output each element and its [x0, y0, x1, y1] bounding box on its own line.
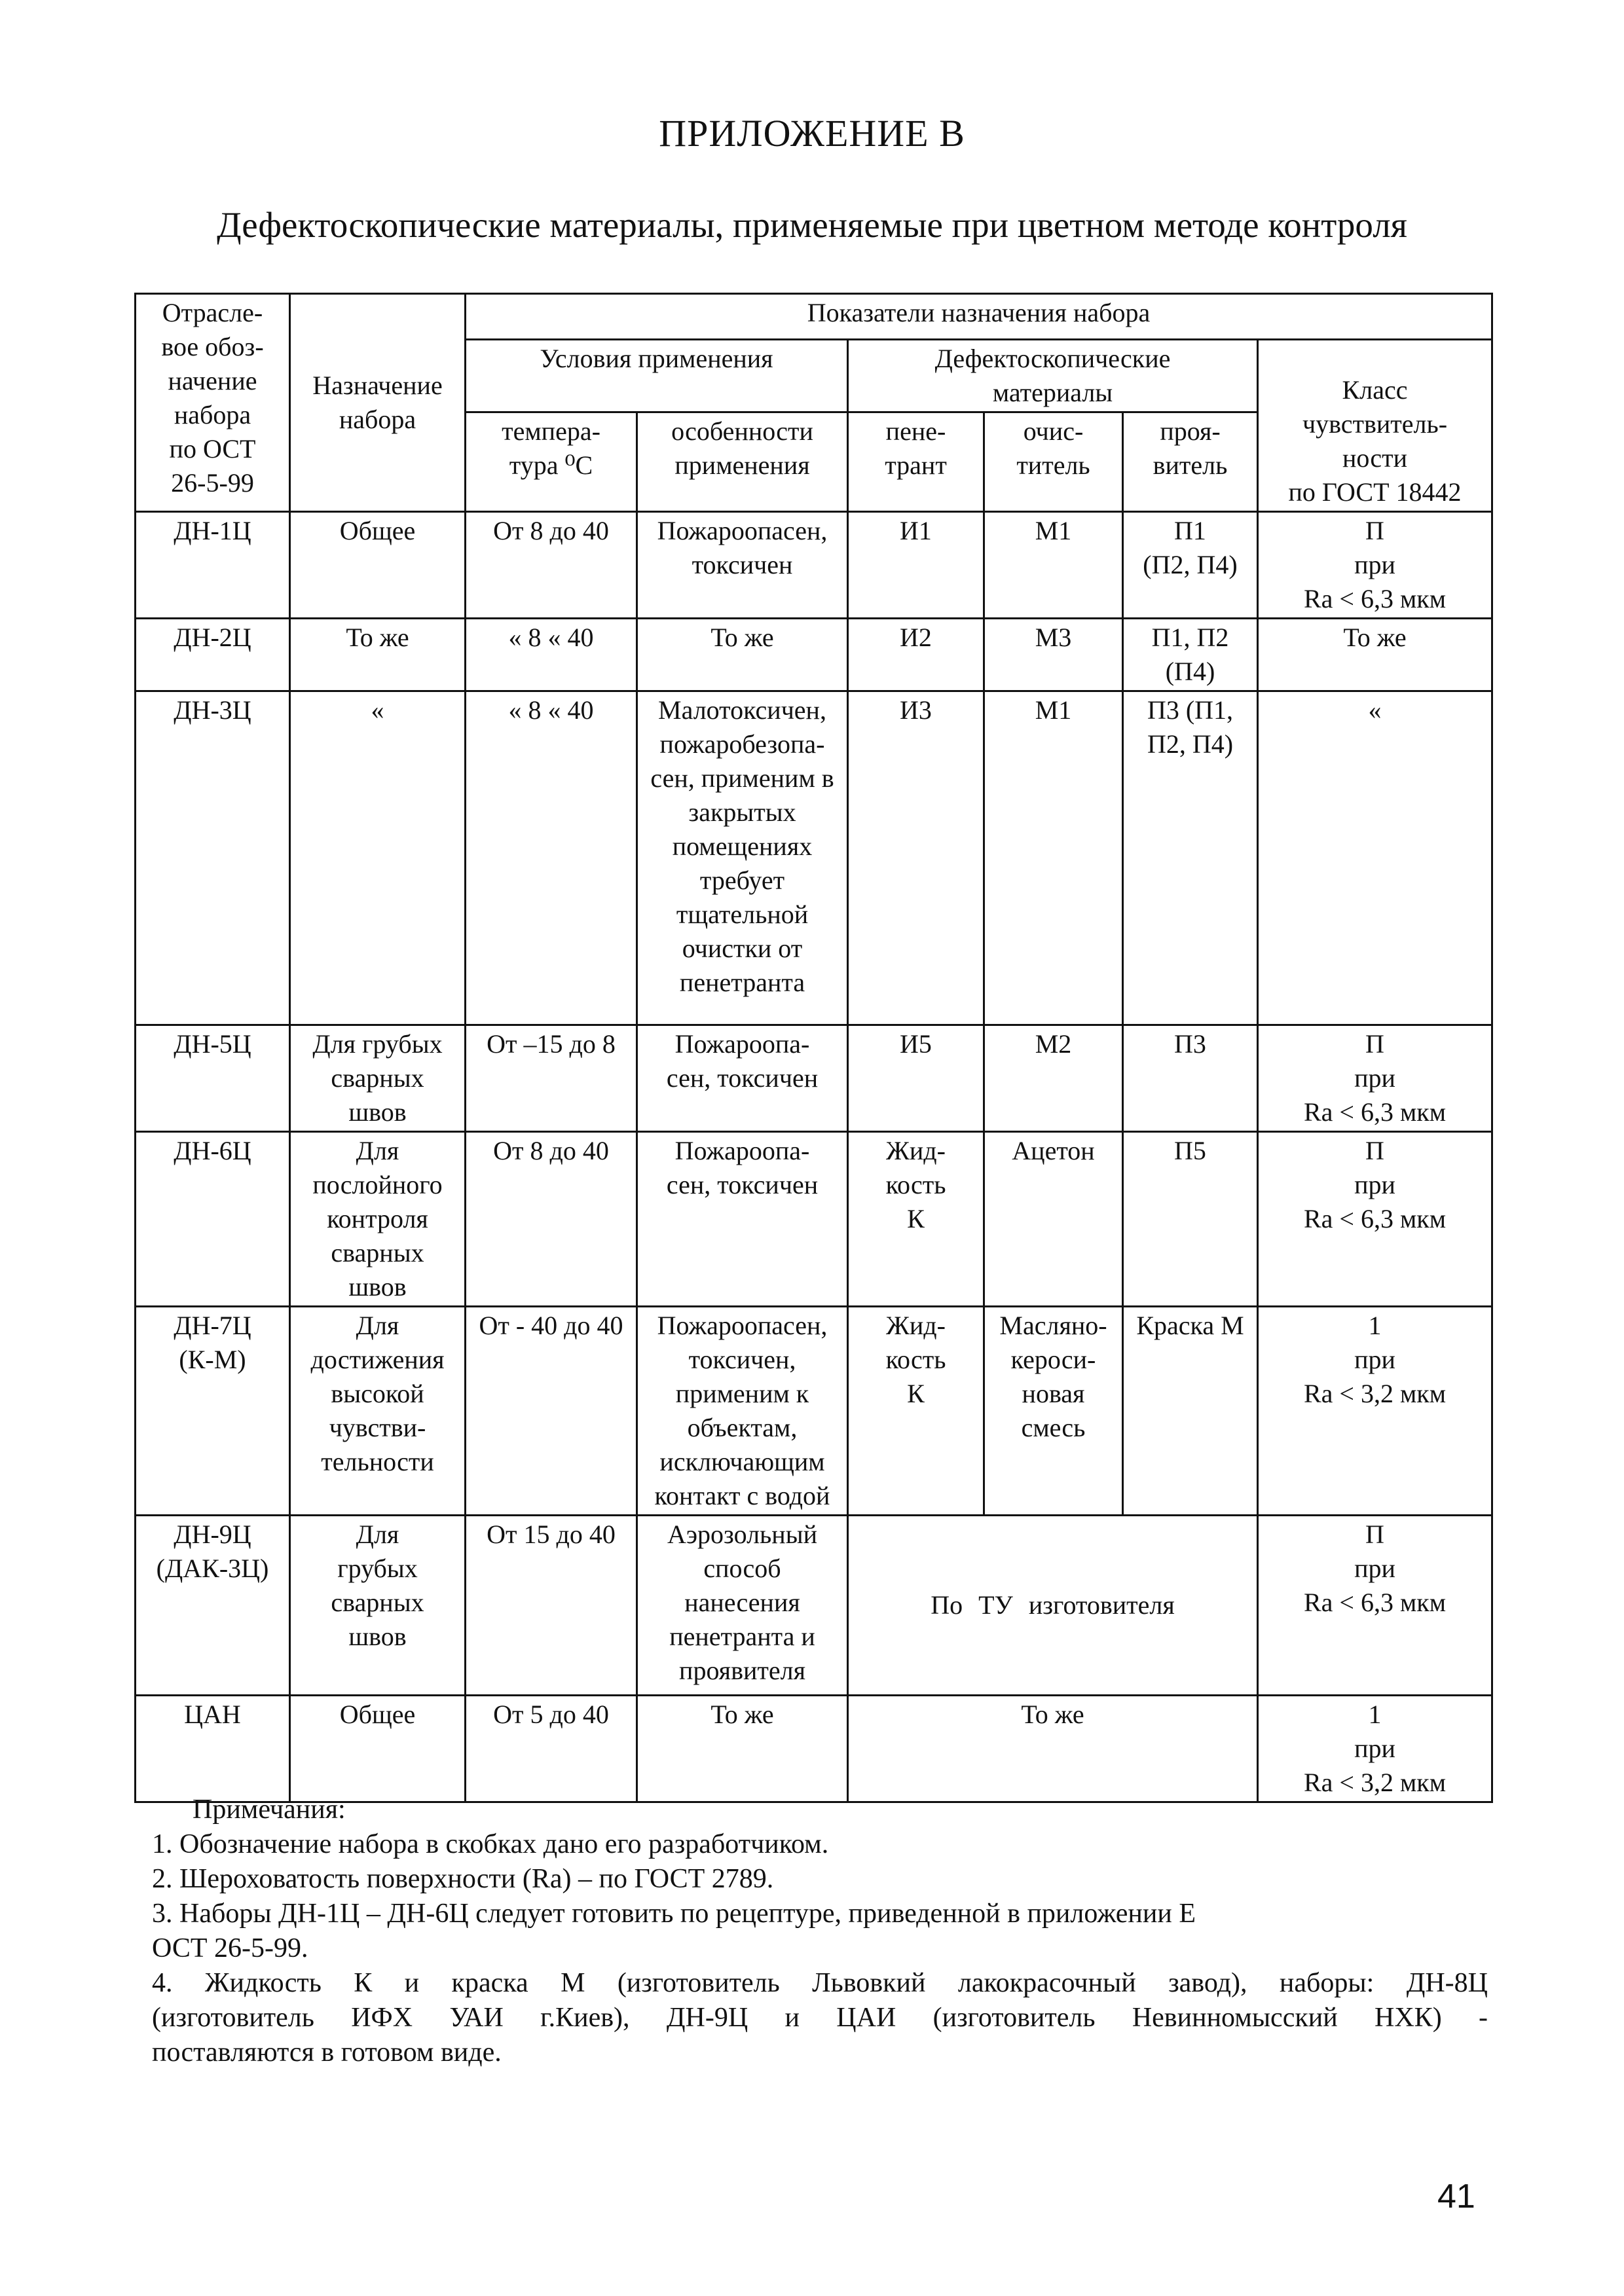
- cell-temperature: От 8 до 40: [466, 1132, 637, 1307]
- header-developer: проя- витель: [1123, 412, 1258, 512]
- table-row: [136, 1132, 1492, 1307]
- cell-temperature: От 8 до 40: [466, 512, 637, 619]
- header-sensitivity: Класс чувствитель- ности по ГОСТ 18442: [1258, 340, 1492, 512]
- table-row: [136, 512, 1492, 619]
- cell-features: Пожароопа- сен, токсичен: [637, 1132, 848, 1307]
- cell-cleaner: Ацетон: [984, 1132, 1123, 1307]
- note-item: 2. Шероховатость поверхности (Ra) – по ГОСТ 2789.: [152, 1864, 774, 1894]
- cell-cleaner: М3: [984, 619, 1123, 691]
- cell-temperature: От - 40 до 40: [466, 1307, 637, 1516]
- cell-sensitivity: П при Ra < 6,3 мкм: [1258, 1132, 1492, 1307]
- note-item: ОСТ 26-5-99.: [152, 1933, 308, 1963]
- cell-developer: П1 (П2, П4): [1123, 512, 1258, 619]
- cell-cleaner: М2: [984, 1025, 1123, 1132]
- cell-purpose: Для грубых сварных швов: [290, 1516, 466, 1696]
- header-temperature: темпера- тура ⁰С: [466, 412, 637, 512]
- cell-sensitivity: П при Ra < 6,3 мкм: [1258, 1516, 1492, 1696]
- cell-developer: П3 (П1, П2, П4): [1123, 691, 1258, 1025]
- cell-features: То же: [637, 1696, 848, 1802]
- page-number: 41: [1437, 2178, 1475, 2215]
- notes-title: Примечания:: [193, 1795, 346, 1825]
- cell-merged-materials: То же: [848, 1696, 1258, 1802]
- cell-developer: Краска М: [1123, 1307, 1258, 1516]
- cell-designation: ЦАН: [136, 1696, 290, 1802]
- cell-sensitivity: П при Ra < 6,3 мкм: [1258, 1025, 1492, 1132]
- cell-penetrant: И5: [848, 1025, 984, 1132]
- appendix-title: ПРИЛОЖЕНИЕ В: [659, 112, 965, 155]
- note-item: 1. Обозначение набора в скобках дано его разработчиком.: [152, 1829, 829, 1859]
- table-row: [136, 1696, 1492, 1802]
- cell-designation: ДН-3Ц: [136, 691, 290, 1025]
- notes-section: [152, 1793, 1488, 2070]
- cell-purpose: Для достижения высокой чувстви- тельности: [290, 1307, 466, 1516]
- cell-designation: ДН-5Ц: [136, 1025, 290, 1132]
- cell-penetrant: И3: [848, 691, 984, 1025]
- cell-features: То же: [637, 619, 848, 691]
- cell-cleaner: М1: [984, 512, 1123, 619]
- cell-features: Пожароопасен, токсичен: [637, 512, 848, 619]
- cell-purpose: То же: [290, 619, 466, 691]
- header-cleaner: очис- титель: [984, 412, 1123, 512]
- cell-sensitivity: То же: [1258, 619, 1492, 691]
- cell-designation: ДН-2Ц: [136, 619, 290, 691]
- cell-designation: ДН-1Ц: [136, 512, 290, 619]
- cell-purpose: Для послойного контроля сварных швов: [290, 1132, 466, 1307]
- table-row: [136, 691, 1492, 1025]
- header-materials: Дефектоскопические материалы: [848, 340, 1258, 412]
- cell-sensitivity: 1 при Ra < 3,2 мкм: [1258, 1696, 1492, 1802]
- header-indicators: Показатели назначения набора: [466, 294, 1492, 340]
- table-row: [136, 619, 1492, 691]
- note-item: 3. Наборы ДН-1Ц – ДН-6Ц следует готовить по рецептуре, приведенной в приложении Е: [152, 1899, 1196, 1929]
- cell-merged-materials: По ТУ изготовителя: [848, 1516, 1258, 1696]
- cell-designation: ДН-7Ц (К-М): [136, 1307, 290, 1516]
- cell-penetrant: И1: [848, 512, 984, 619]
- header-designation: Отрасле- вое обоз- начение набора по ОСТ 26-5-99: [136, 294, 290, 512]
- cell-designation: ДН-6Ц: [136, 1132, 290, 1307]
- cell-sensitivity: «: [1258, 691, 1492, 1025]
- cell-temperature: От –15 до 8: [466, 1025, 637, 1132]
- cell-developer: П3: [1123, 1025, 1258, 1132]
- cell-temperature: « 8 « 40: [466, 691, 637, 1025]
- cell-penetrant: Жид- кость К: [848, 1132, 984, 1307]
- cell-cleaner: Масляно- кероси- новая смесь: [984, 1307, 1123, 1516]
- note-item: (изготовитель ИФХ УАИ г.Киев), ДН-9Ц и ЦАИ (изготовитель Невинномысский НХК) -: [152, 2003, 1488, 2033]
- header-penetrant: пене- трант: [848, 412, 984, 512]
- cell-cleaner: М1: [984, 691, 1123, 1025]
- document-title: Дефектоскопические материалы, применяемые при цветном методе контроля: [217, 205, 1407, 245]
- cell-purpose: Общее: [290, 512, 466, 619]
- defectoscopic-materials-table: [134, 293, 1493, 1803]
- table-row: [136, 1307, 1492, 1516]
- cell-penetrant: Жид- кость К: [848, 1307, 984, 1516]
- header-purpose: Назначение набора: [290, 294, 466, 512]
- cell-sensitivity: П при Ra < 6,3 мкм: [1258, 512, 1492, 619]
- cell-purpose: Для грубых сварных швов: [290, 1025, 466, 1132]
- cell-features: Пожароопасен, токсичен, применим к объектам, исключающим контакт с водой: [637, 1307, 848, 1516]
- table-row: [136, 1025, 1492, 1132]
- cell-penetrant: И2: [848, 619, 984, 691]
- cell-purpose: Общее: [290, 1696, 466, 1802]
- cell-designation: ДН-9Ц (ДАК-3Ц): [136, 1516, 290, 1696]
- cell-temperature: От 5 до 40: [466, 1696, 637, 1802]
- table-row: [136, 1516, 1492, 1696]
- cell-features: Пожароопа- сен, токсичен: [637, 1025, 848, 1132]
- cell-features: Аэрозольный способ нанесения пенетранта и проявителя: [637, 1516, 848, 1696]
- note-item: 4. Жидкость К и краска М (изготовитель Львовкий лакокрасочный завод), наборы: ДН-8Ц: [152, 1968, 1488, 1998]
- cell-sensitivity: 1 при Ra < 3,2 мкм: [1258, 1307, 1492, 1516]
- header-conditions: Условия применения: [466, 340, 848, 412]
- cell-temperature: От 15 до 40: [466, 1516, 637, 1696]
- cell-features: Малотоксичен, пожаробезопа- сен, применим в закрытых помещениях требует тщательной очистки от пенетранта: [637, 691, 848, 1025]
- cell-developer: П1, П2 (П4): [1123, 619, 1258, 691]
- cell-developer: П5: [1123, 1132, 1258, 1307]
- cell-temperature: « 8 « 40: [466, 619, 637, 691]
- cell-purpose: «: [290, 691, 466, 1025]
- header-features: особенности применения: [637, 412, 848, 512]
- note-item: поставляются в готовом виде.: [152, 2037, 502, 2068]
